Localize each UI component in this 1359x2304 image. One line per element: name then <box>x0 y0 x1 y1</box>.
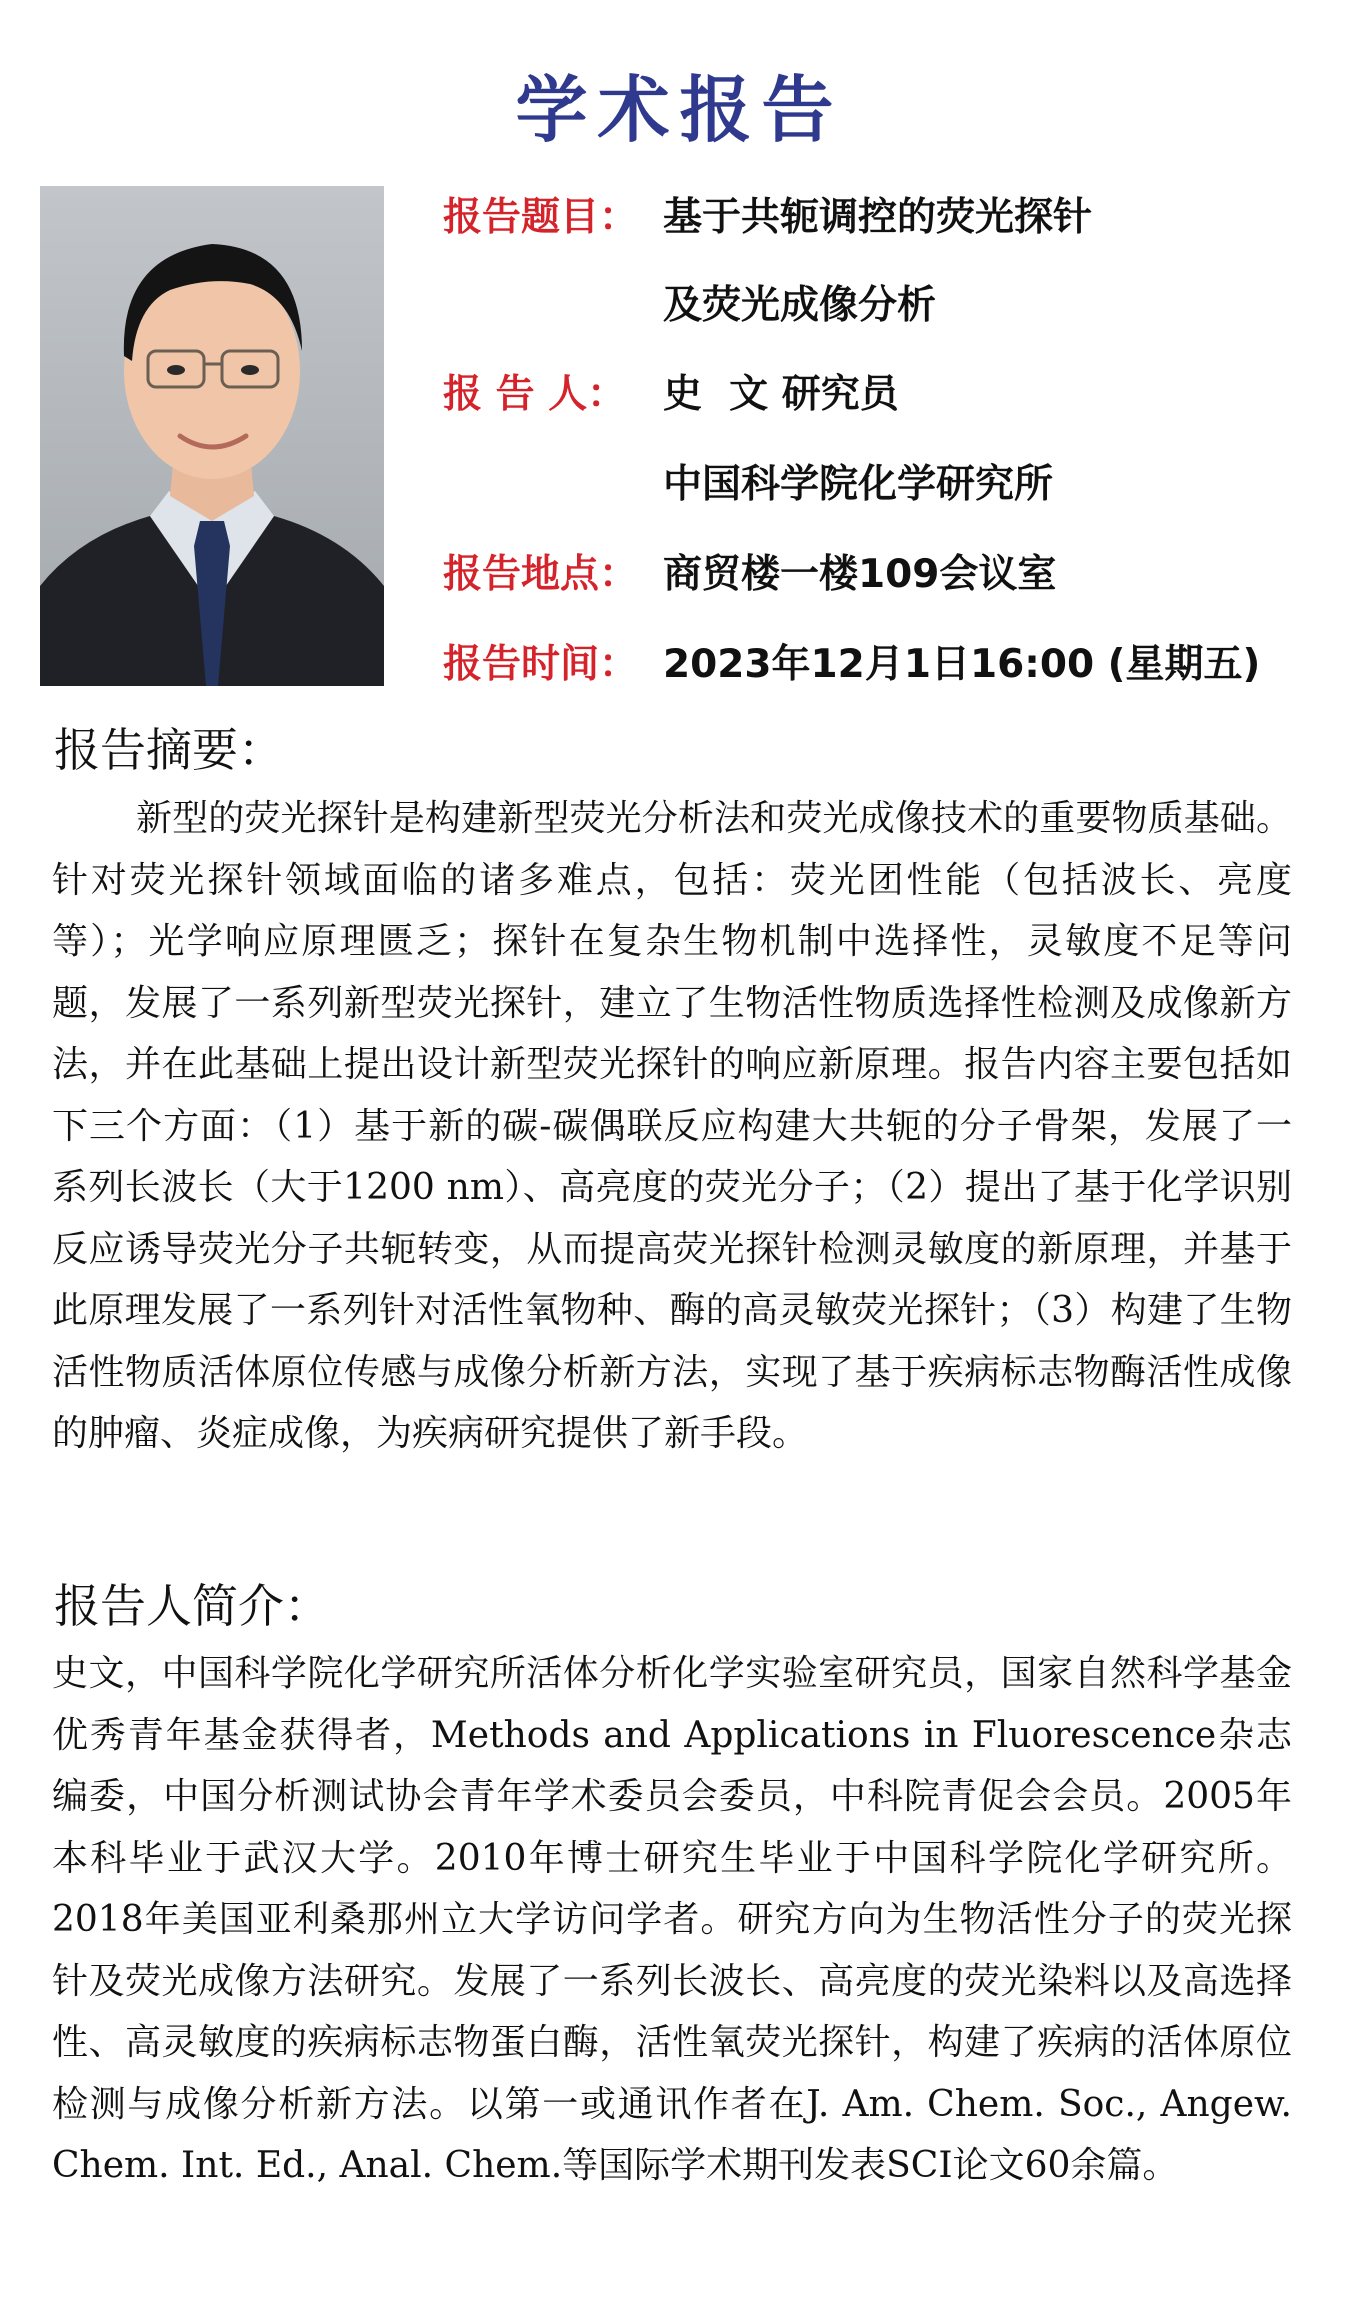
speaker-name: 史 文 研究员 <box>663 372 899 417</box>
info-topic-row <box>443 184 1092 244</box>
speaker-affiliation: 中国科学院化学研究所 <box>663 462 1054 507</box>
speaker-label: 报 告 人： <box>443 372 627 417</box>
info-speaker-row <box>443 361 899 421</box>
bio-heading: 报告人简介： <box>54 1579 330 1633</box>
info-time-row <box>443 631 1260 691</box>
abstract-heading: 报告摘要： <box>54 723 284 777</box>
speaker-photo <box>40 186 384 686</box>
topic-value-line1: 基于共轭调控的荧光探针 <box>663 195 1093 240</box>
page-title: 学术报告 <box>515 68 844 152</box>
location-value: 商贸楼一楼109会议室 <box>663 552 1057 597</box>
location-label: 报告地点： <box>443 552 639 597</box>
time-value: 2023年12月1日16:00 (星期五) <box>663 642 1261 687</box>
topic-label: 报告题目： <box>443 195 639 240</box>
time-label: 报告时间： <box>443 642 639 687</box>
info-location-row <box>443 541 1056 601</box>
topic-value-line2: 及荧光成像分析 <box>663 283 937 328</box>
abstract-text: 新型的荧光探针是构建新型荧光分析法和荧光成像技术的重要物质基础。针对荧光探针领域面临的诸多难点，包括：荧光团性能（包括波长、亮度等）；光学响应原理匮乏；探针在复杂生物机制中选择性，灵敏度不足等问题，发展了一系列新型荧光探针，建立了生物活性物质选择性检测及成像新方法，并在此基础上提出设计新型荧光探针的响应新原理。报告内容主要包括如下三个方面：（1）基于新的碳-碳偶联反应构建大共轭的分子骨架，发展了一系列长波长（大于1200 nm）、高亮度的荧光分子；（2）提出了基于化学识别反应诱导荧光分子共轭转变，从而提高荧光探针检测灵敏度的新原理，并基于此原理发展了一系列针对活性氧物种、酶的高灵敏荧光探针；（3）构建了生物活性物质活体原位传感与成像分析新方法，实现了基于疾病标志物酶活性成像的肿瘤、炎症成像，为疾病研究提供了新手段。 <box>52 798 1292 1454</box>
bio-text: 史文，中国科学院化学研究所活体分析化学实验室研究员，国家自然科学基金优秀青年基金获得者，Methods and Applications in Fluorescence杂志编委，中国分析测试协会青年学术委员会委员，中科院青促会会员。2005年本科毕业于武汉大学。2010年博士研究生毕业于中国科学院化学研究所。2018年美国亚利桑那州立大学访问学者。研究方向为生物活性分子的荧光探针及荧光成像方法研究。发展了一系列长波长、高亮度的荧光染料以及高选择性、高灵敏度的疾病标志物蛋白酶，活性氧荧光探针，构建了疾病的活体原位检测与成像分析新方法。以第一或通讯作者在J. Am. Chem. Soc., Angew. Chem. Int. Ed., Anal. Chem.等国际学术期刊发表SCI论文60余篇。 <box>52 1653 1292 2186</box>
